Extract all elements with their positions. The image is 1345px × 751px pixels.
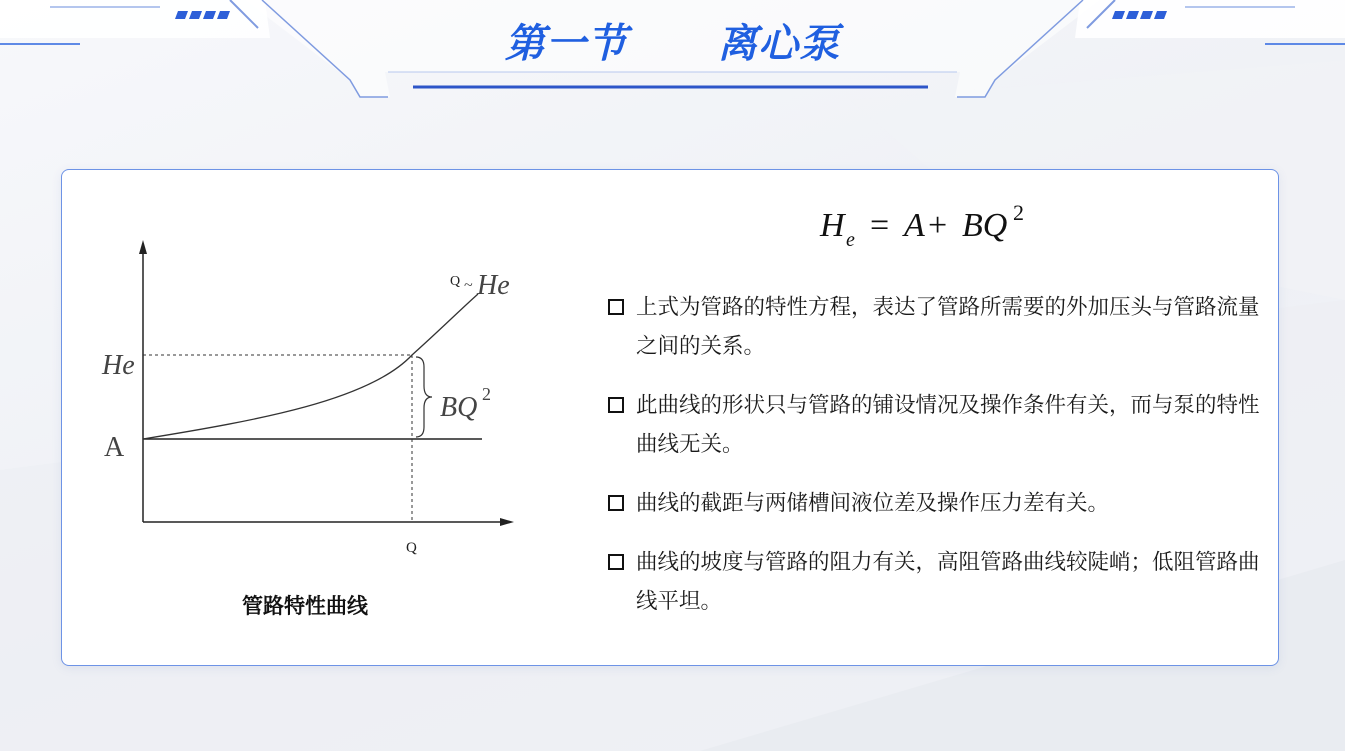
bullet-item xyxy=(606,484,1266,523)
curve-he-label: He xyxy=(477,270,510,301)
square-bullet-icon xyxy=(608,299,624,315)
bullet-text: 曲线的截距与两储槽间液位差及操作压力差有关。 xyxy=(636,491,1110,516)
formula-bq: BQ xyxy=(962,207,1008,244)
pipeline-characteristic-graph xyxy=(90,230,540,560)
bq-label: BQ xyxy=(440,392,478,423)
y-axis-arrow xyxy=(139,240,147,254)
bullet-item xyxy=(606,386,1266,464)
formula-a: A xyxy=(904,207,925,244)
formula-equals: = xyxy=(870,207,890,244)
characteristic-equation xyxy=(800,200,1060,260)
bullet-text: 曲线的坡度与管路的阻力有关，高阻管路曲线较陡峭；低阻管路曲线平坦。 xyxy=(636,550,1260,614)
square-bullet-icon xyxy=(608,397,624,413)
he-axis-label: He xyxy=(102,350,135,381)
formula-exponent: 2 xyxy=(1013,200,1024,225)
q-axis-label: Q xyxy=(406,540,417,556)
formula-plus: + xyxy=(928,207,948,244)
bullet-item xyxy=(606,288,1266,366)
square-bullet-icon xyxy=(608,554,624,570)
graph-caption: 管路特性曲线 xyxy=(242,594,368,618)
bullet-item xyxy=(606,543,1266,621)
curve-dash-label: ~ xyxy=(464,277,473,294)
characteristic-curve xyxy=(143,294,478,439)
a-label: A xyxy=(104,432,125,463)
title-banner xyxy=(0,0,1345,100)
bq-exponent: 2 xyxy=(482,384,491,404)
page-title: 第一节 离心泵 xyxy=(504,21,841,67)
bullet-list xyxy=(606,288,1266,641)
formula-h: H xyxy=(820,207,845,244)
square-bullet-icon xyxy=(608,495,624,511)
bq-brace xyxy=(416,357,432,437)
formula-sub-e: e xyxy=(846,229,855,251)
x-axis-arrow xyxy=(500,518,514,526)
bullet-text: 上式为管路的特性方程，表达了管路所需要的外加压头与管路流量之间的关系。 xyxy=(636,295,1260,359)
bullet-text: 此曲线的形状只与管路的铺设情况及操作条件有关，而与泵的特性曲线无关。 xyxy=(636,393,1260,457)
curve-q-label: Q xyxy=(450,274,461,289)
